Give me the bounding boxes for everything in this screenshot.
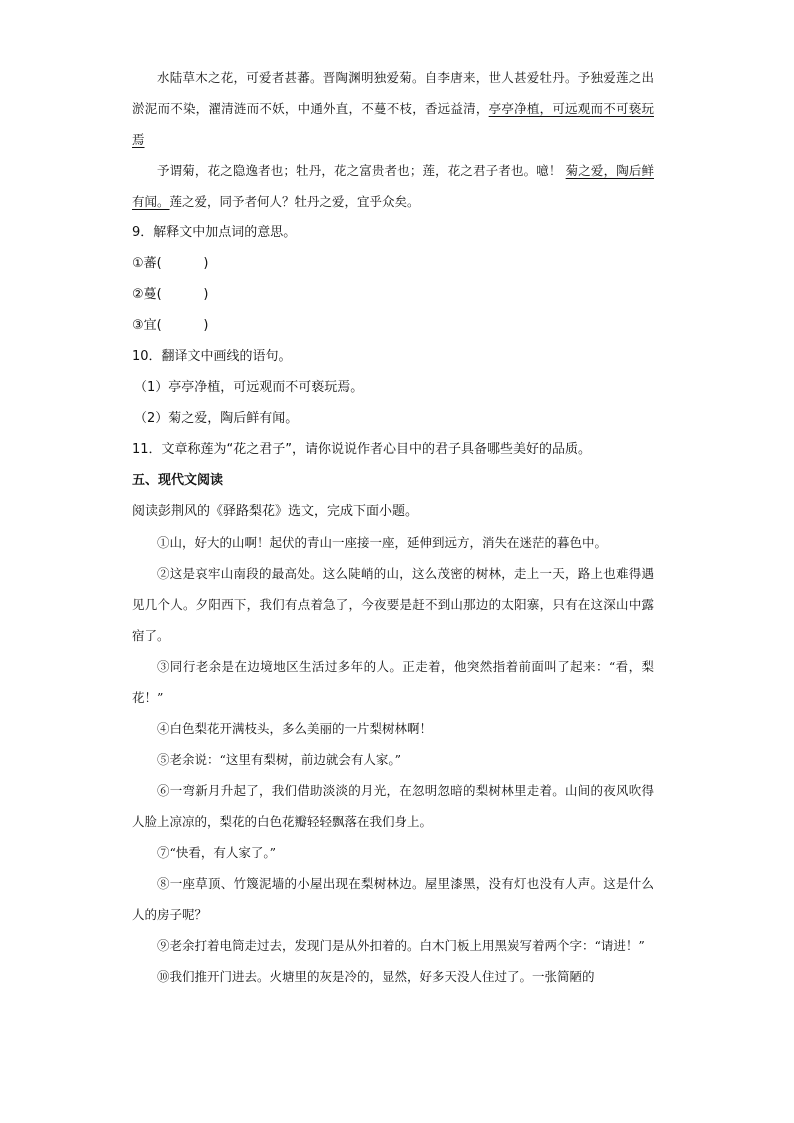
page-content [132, 62, 654, 992]
modern-paragraph-10: ⑩我们推开门进去。火塘里的灰是冷的，显然，好多天没人住过了。一张简陋的 [157, 969, 595, 984]
classical-text: 水陆草木之花，可爱者甚蕃。晋陶渊明独爱菊。自李唐来，世人甚爱牡丹。予独爱莲之出淤泥而不染，濯清涟而不妖，中通外直，不蔓不枝，香远益清， [132, 70, 654, 116]
classical-paragraph-2 [132, 155, 654, 217]
question-9-item-1: ①蕃( ) [132, 256, 209, 271]
question-9: 9．解释文中加点词的意思。 [132, 225, 297, 240]
question-10-part-1: （1）亭亭净植，可远观而不可亵玩焉。 [134, 380, 364, 395]
underlined-sentence-2: 菊之爱，陶后鲜有闻。 [132, 163, 654, 209]
section-heading: 五、现代文阅读 [132, 473, 224, 488]
classical-text: 莲之爱，同予者何人？牡丹之爱，宜乎众矣。 [169, 194, 420, 209]
underlined-sentence-1: 亭亭净植，可远观而不可亵玩焉 [132, 101, 654, 147]
modern-paragraph-6: ⑥一弯新月升起了，我们借助淡淡的月光，在忽明忽暗的梨树林里走着。山间的夜风吹得人脸上凉凉的，梨花的白色花瓣轻轻飘落在我们身上。 [132, 783, 654, 829]
modern-paragraph-5: ⑤老余说：“这里有梨树，前边就会有人家。” [157, 752, 402, 767]
modern-paragraph-9: ⑨老余打着电筒走过去，发现门是从外扣着的。白木门板上用黑炭写着两个字：“请进！” [157, 938, 645, 953]
question-10: 10．翻译文中画线的语句。 [132, 349, 292, 364]
section-intro: 阅读彭荆风的《驿路梨花》选文，完成下面小题。 [132, 504, 419, 519]
classical-paragraph-1 [132, 62, 654, 155]
question-10-part-2: （2）菊之爱，陶后鲜有闻。 [134, 411, 299, 426]
question-11: 11．文章称莲为“花之君子”，请你说说作者心目中的君子具备哪些美好的品质。 [132, 442, 592, 457]
classical-text: 予谓菊，花之隐逸者也；牡丹，花之富贵者也；莲，花之君子者也。噫！ [157, 163, 562, 178]
question-9-item-3: ③宜( ) [132, 318, 209, 333]
modern-paragraph-7: ⑦“快看，有人家了。” [157, 845, 277, 860]
modern-paragraph-8: ⑧一座草顶、竹篾泥墙的小屋出现在梨树林边。屋里漆黑，没有灯也没有人声。这是什么人的房子呢？ [132, 876, 654, 922]
question-9-item-2: ②蔓( ) [132, 287, 209, 302]
modern-paragraph-4: ④白色梨花开满枝头，多么美丽的一片梨树林啊！ [157, 721, 433, 736]
modern-paragraph-2: ②这是哀牢山南段的最高处。这么陡峭的山，这么茂密的树林，走上一天，路上也难得遇见几个人。夕阳西下，我们有点着急了，今夜要是赶不到山那边的太阳寨，只有在这深山中露宿了。 [132, 566, 654, 643]
modern-paragraph-1: ①山，好大的山啊！起伏的青山一座接一座，延伸到远方，消失在迷茫的暮色中。 [157, 535, 608, 550]
modern-paragraph-3: ③同行老余是在边境地区生活过多年的人。正走着，他突然指着前面叫了起来：“看，梨花！” [132, 659, 654, 705]
